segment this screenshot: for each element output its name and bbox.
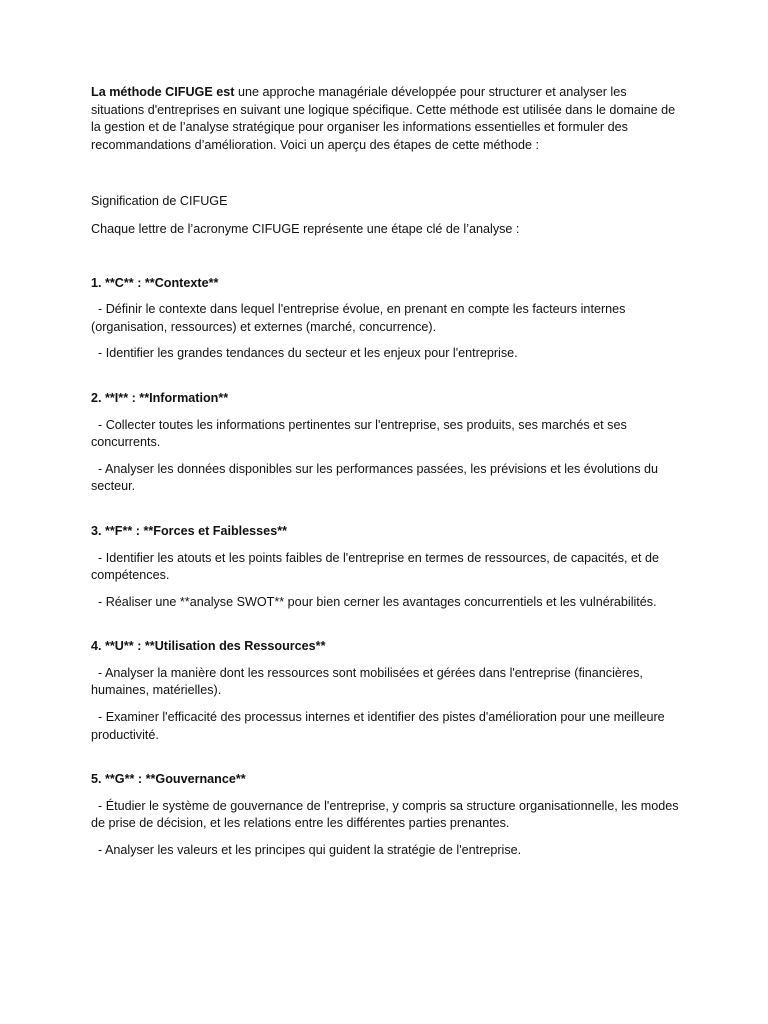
bullet-text: - Analyser les valeurs et les principes qui guident la stratégie de l'entreprise. [98,843,522,858]
section-heading: 4. **U** : **Utilisation des Ressources** [91,639,326,654]
bullet-item [91,665,682,700]
bullet-text: - Identifier les atouts et les points faibles de l'entreprise en termes de ressources, de capacités, et de compétences. [91,550,660,583]
signification-title: Signification de CIFUGE [91,194,228,209]
section-utilisation-ressources [91,638,682,744]
bullet-text: - Définir le contexte dans lequel l'entreprise évolue, en prenant en compte les facteurs internes (organisation, ressources) et externes (marché, concurrence). [91,302,626,334]
section-heading: 3. **F** : **Forces et Faiblesses** [91,523,287,538]
bullet-item [91,709,682,744]
section-heading: 5. **G** : **Gouvernance** [91,772,246,787]
bullet-text: - Collecter toutes les informations pertinentes sur l'entreprise, ses produits, ses marchés et ses concurrents. [91,417,627,450]
section-gouvernance [91,771,682,859]
section-information [91,390,682,496]
bullet-text: - Analyser les données disponibles sur les performances passées, les prévisions et les évolutions du secteur. [91,461,659,494]
intro-paragraph [91,84,682,154]
bullet-item [91,798,682,833]
bullet-item [91,594,682,612]
bullet-item [91,345,682,363]
bullet-text: - Examiner l'efficacité des processus internes et identifier des pistes d'amélioration pour une meilleure productivité. [91,710,665,742]
section-contexte [91,275,682,363]
bullet-text: - Réaliser une **analyse SWOT** pour bien cerner les avantages concurrentiels et les vulnérabilités. [98,594,657,609]
section-heading: 2. **I** : **Information** [91,390,229,405]
bullet-item [91,461,682,496]
bullet-text: - Analyser la manière dont les ressources sont mobilisées et gérées dans l'entreprise (financières, humaines, matérielles). [91,665,643,698]
signification-text: Chaque lettre de l’acronyme CIFUGE représente une étape clé de l’analyse : [91,221,520,236]
bullet-item [91,550,682,585]
section-heading: 1. **C** : **Contexte** [91,275,219,290]
bullet-item [91,417,682,452]
bullet-text: - Identifier les grandes tendances du secteur et les enjeux pour l'entreprise. [98,346,518,361]
bullet-item [91,842,682,860]
section-forces-faiblesses [91,523,682,611]
bullet-text: - Étudier le système de gouvernance de l'entreprise, y compris sa structure organisationnelle, les modes de prise de décision, et les relations entre les différentes parties prenantes. [91,798,679,831]
bullet-item [91,301,682,336]
intro-lead: La méthode CIFUGE est [91,85,235,99]
intro-text: une approche managériale développée pour structurer et analyser les situations d'entreprises en suivant une logique spécifique. Cette méthode est utilisée dans le domaine de la gestion et de l’analyse stratégique pour organiser les informations essentielles et formuler des recommandations d’amélioration. Voici un aperçu des étapes de cette méthode : [91,85,676,152]
